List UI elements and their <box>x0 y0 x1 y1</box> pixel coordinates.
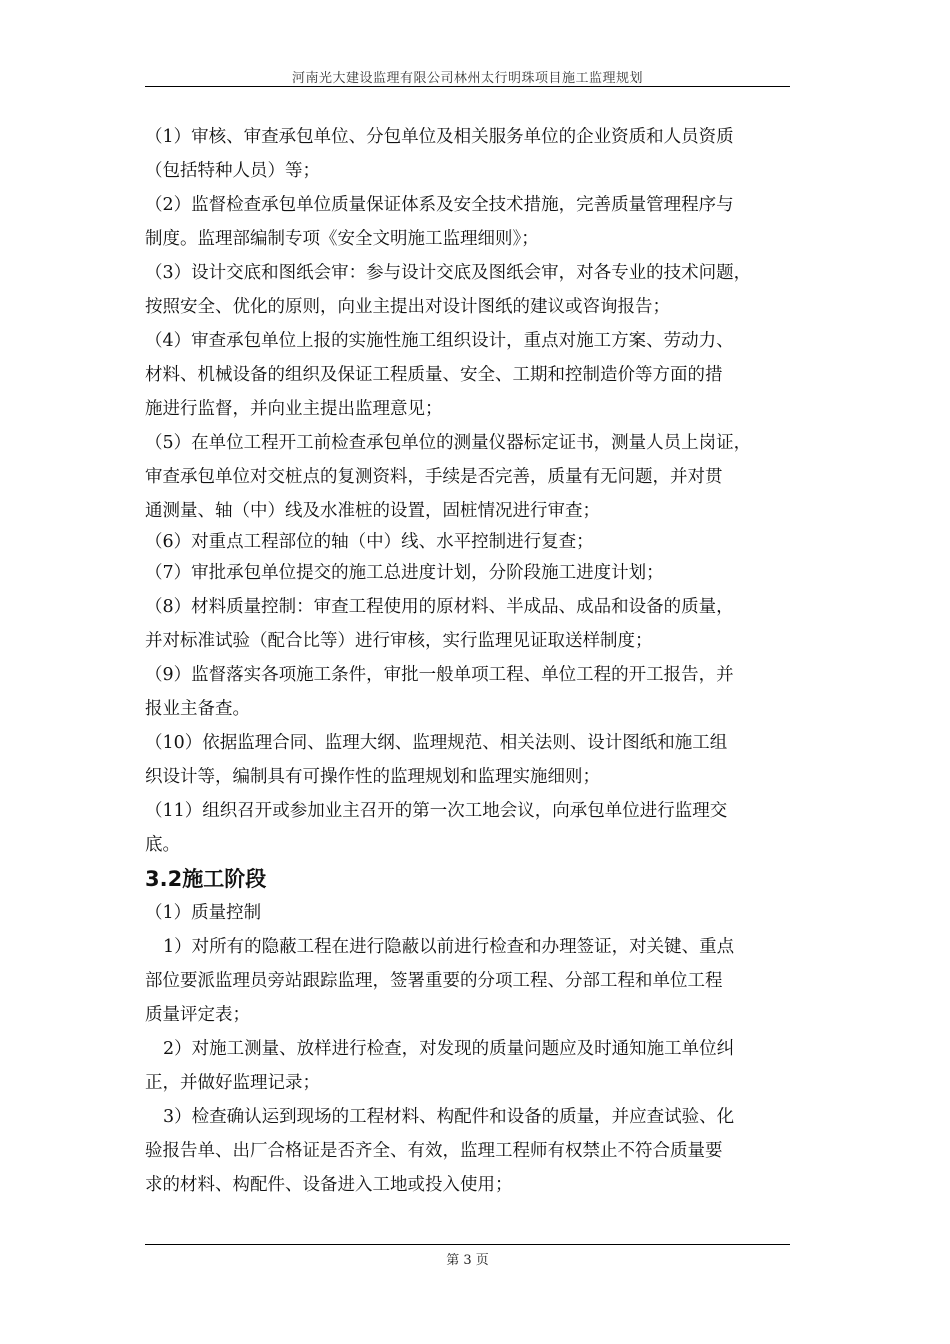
text-line: 制度。监理部编制专项《安全文明施工监理细则》； <box>145 229 539 249</box>
text-line: （3）设计交底和图纸会审：参与设计交底及图纸会审，对各专业的技术问题， <box>145 263 752 283</box>
text-line: 施进行监督，并向业主提出监理意见； <box>145 399 443 419</box>
quality-item-1 <box>145 930 795 1032</box>
text-line: 审查承包单位对交桩点的复测资料，手续是否完善，质量有无问题，并对贯 <box>145 467 723 487</box>
text-line: （7）审批承包单位提交的施工总进度计划，分阶段施工进度计划； <box>145 563 664 583</box>
text-line: 底。 <box>145 835 180 855</box>
text-line: （4）审查承包单位上报的实施性施工组织设计，重点对施工方案、劳动力、 <box>145 331 734 351</box>
paragraph-8 <box>145 590 795 658</box>
text-line: 求的材料、构配件、设备进入工地或投入使用； <box>145 1175 513 1195</box>
paragraph-9 <box>145 658 795 726</box>
text-line: 正，并做好监理记录； <box>145 1073 320 1093</box>
sub-heading: （1）质量控制 <box>145 903 262 923</box>
paragraph-7 <box>145 556 795 590</box>
paragraph-5 <box>145 426 795 528</box>
paragraph-4 <box>145 324 795 426</box>
page-body <box>145 120 795 1202</box>
text-line: 材料、机械设备的组织及保证工程质量、安全、工期和控制造价等方面的措 <box>145 365 723 385</box>
text-line: （9）监督落实各项施工条件，审批一般单项工程、单位工程的开工报告，并 <box>145 665 734 685</box>
paragraph-6 <box>145 528 795 556</box>
text-line: （10）依据监理合同、监理大纲、监理规范、相关法则、设计图纸和施工组 <box>145 733 728 753</box>
section-heading: 3.2施工阶段 <box>145 867 267 891</box>
paragraph-10 <box>145 726 795 794</box>
text-line: 报业主备查。 <box>145 699 250 719</box>
text-line: 1）对所有的隐蔽工程在进行隐蔽以前进行检查和办理签证，对关键、重点 <box>163 937 735 957</box>
text-line: 3）检查确认运到现场的工程材料、构配件和设备的质量，并应查试验、化 <box>163 1107 735 1127</box>
page-number: 第 3 页 <box>446 1253 489 1268</box>
quality-item-3 <box>145 1100 795 1202</box>
header-divider <box>145 86 790 87</box>
paragraph-1 <box>145 120 795 188</box>
text-line: 2）对施工测量、放样进行检查，对发现的质量问题应及时通知施工单位纠 <box>163 1039 735 1059</box>
text-line: （5）在单位工程开工前检查承包单位的测量仪器标定证书，测量人员上岗证， <box>145 433 752 453</box>
paragraph-3 <box>145 256 795 324</box>
text-line: （2）监督检查承包单位质量保证体系及安全技术措施，完善质量管理程序与 <box>145 195 734 215</box>
paragraph-11 <box>145 794 795 862</box>
paragraph-2 <box>145 188 795 256</box>
text-line: （8）材料质量控制：审查工程使用的原材料、半成品、成品和设备的质量， <box>145 597 734 617</box>
text-line: 织设计等，编制具有可操作性的监理规划和监理实施细则； <box>145 767 600 787</box>
footer-divider <box>145 1244 790 1245</box>
text-line: （包括特种人员）等； <box>145 161 320 181</box>
text-line: 并对标准试验（配合比等）进行审核，实行监理见证取送样制度； <box>145 631 653 651</box>
text-line: 部位要派监理员旁站跟踪监理，签署重要的分项工程、分部工程和单位工程 <box>145 971 723 991</box>
text-line: （11）组织召开或参加业主召开的第一次工地会议，向承包单位进行监理交 <box>145 801 728 821</box>
text-line: （6）对重点工程部位的轴（中）线、水平控制进行复查； <box>145 532 594 552</box>
quality-item-2 <box>145 1032 795 1100</box>
text-line: 验报告单、出厂合格证是否齐全、有效，监理工程师有权禁止不符合质量要 <box>145 1141 723 1161</box>
text-line: 质量评定表； <box>145 1005 250 1025</box>
page-header-title: 河南光大建设监理有限公司林州太行明珠项目施工监理规划 <box>291 71 643 86</box>
text-line: （1）审核、审查承包单位、分包单位及相关服务单位的企业资质和人员资质 <box>145 127 734 147</box>
text-line: 通测量、轴（中）线及水准桩的设置，固桩情况进行审查； <box>145 501 600 521</box>
text-line: 按照安全、优化的原则，向业主提出对设计图纸的建议或咨询报告； <box>145 297 670 317</box>
